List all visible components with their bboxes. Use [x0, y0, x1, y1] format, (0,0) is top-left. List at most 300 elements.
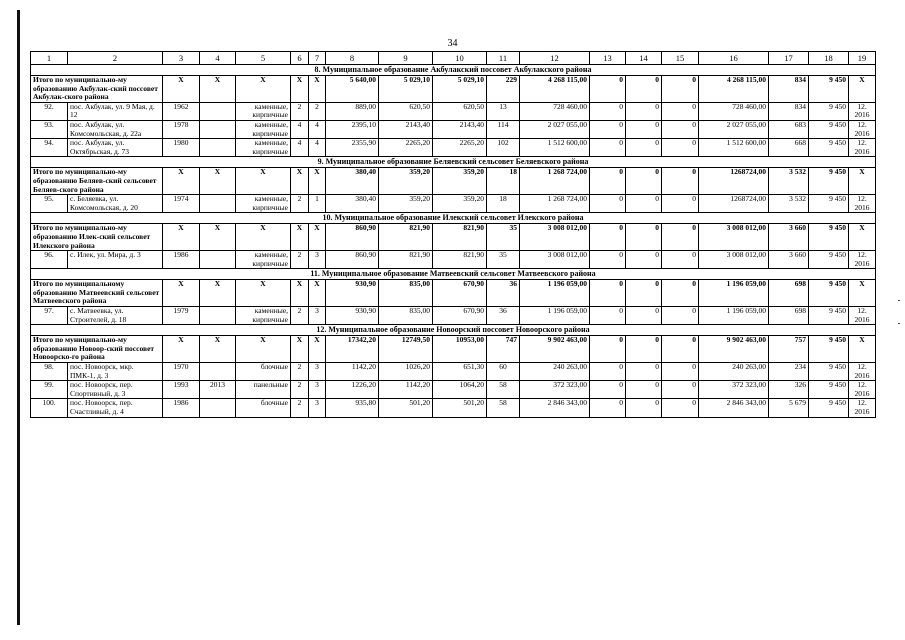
total-cell: 359,20 — [379, 168, 433, 195]
table-cell: 3 008 012,00 — [699, 251, 769, 269]
total-cell: 17342,20 — [326, 336, 379, 363]
table-cell: 0 — [662, 251, 699, 269]
table-cell: 670,90 — [433, 307, 487, 325]
total-cell: 835,00 — [379, 280, 433, 307]
table-cell: каменные, кирпичные — [236, 120, 291, 138]
table-cell: 0 — [590, 399, 626, 417]
table-cell: 9 450 — [809, 139, 849, 157]
total-cell: Х — [163, 224, 200, 251]
table-cell: 12. 2016 — [849, 139, 876, 157]
section-title: 12. Муниципальное образование Новоорский поссовет Новоорского района — [31, 325, 876, 336]
table-cell: 2 — [309, 102, 326, 120]
table-cell: 1 512 600,00 — [520, 139, 590, 157]
table-cell — [200, 195, 236, 213]
total-cell: 757 — [769, 336, 809, 363]
table-cell: 0 — [662, 399, 699, 417]
total-cell: 36 — [487, 280, 520, 307]
table-cell: 1974 — [163, 195, 200, 213]
total-cell: 3 008 012,00 — [699, 224, 769, 251]
table-cell: 3 — [309, 307, 326, 325]
table-cell: 0 — [590, 195, 626, 213]
column-number-cell: 1 — [31, 52, 68, 65]
table-cell: 102 — [487, 139, 520, 157]
table-row — [31, 381, 876, 399]
total-cell: Х — [163, 280, 200, 307]
table-cell: 620,50 — [433, 102, 487, 120]
table-cell: 9 450 — [809, 251, 849, 269]
table-cell: 2 846 343,00 — [520, 399, 590, 417]
table-cell: 2265,20 — [433, 139, 487, 157]
total-label: Итого по муниципально-му образованию Илек-ский сельсовет Илекского района — [31, 224, 163, 251]
table-row — [31, 251, 876, 269]
table-cell: пос. Акбулак, ул. Октябрьская, д. 73 — [68, 139, 163, 157]
table-cell: 2 027 055,00 — [520, 120, 590, 138]
table-cell: 1 196 059,00 — [699, 307, 769, 325]
table-cell: 12. 2016 — [849, 381, 876, 399]
table-cell: 12. 2016 — [849, 307, 876, 325]
table-cell: 359,20 — [379, 195, 433, 213]
total-cell: 670,90 — [433, 280, 487, 307]
column-number-cell: 13 — [590, 52, 626, 65]
total-cell: 1268724,00 — [699, 168, 769, 195]
table-cell: 0 — [626, 363, 662, 381]
total-cell: 0 — [590, 224, 626, 251]
table-cell — [200, 251, 236, 269]
table-cell: 0 — [626, 120, 662, 138]
table-cell: 2143,40 — [433, 120, 487, 138]
table-cell: 2355,90 — [326, 139, 379, 157]
table-cell: 2013 — [200, 381, 236, 399]
total-cell: 0 — [626, 336, 662, 363]
table-cell: 234 — [769, 363, 809, 381]
total-cell: 3 532 — [769, 168, 809, 195]
table-cell: 12. 2016 — [849, 102, 876, 120]
table-cell: 0 — [590, 102, 626, 120]
table-cell: 9 450 — [809, 399, 849, 417]
table-cell: 2 — [291, 399, 309, 417]
page-number: 34 — [447, 38, 458, 49]
total-cell: Х — [291, 168, 309, 195]
total-cell: 10953,00 — [433, 336, 487, 363]
table-cell: 1 — [309, 195, 326, 213]
total-cell: Х — [200, 224, 236, 251]
total-cell: 0 — [590, 168, 626, 195]
total-cell: 930,90 — [326, 280, 379, 307]
section-title: 11. Муниципальное образование Матвеевский сельсовет Матвеевского района — [31, 269, 876, 280]
table-cell: 2395,10 — [326, 120, 379, 138]
table-cell: 0 — [626, 139, 662, 157]
table-cell: 1986 — [163, 399, 200, 417]
total-cell: 834 — [769, 76, 809, 103]
total-cell: Х — [200, 280, 236, 307]
column-number-cell: 4 — [200, 52, 236, 65]
table-cell: 0 — [626, 195, 662, 213]
total-cell: 0 — [590, 336, 626, 363]
table-cell: 2 — [291, 381, 309, 399]
table-cell: каменные, кирпичные — [236, 139, 291, 157]
table-cell: 3 660 — [769, 251, 809, 269]
total-cell: 0 — [662, 280, 699, 307]
table-cell: 2 — [291, 102, 309, 120]
table-cell: каменные, кирпичные — [236, 195, 291, 213]
table-cell: 668 — [769, 139, 809, 157]
table-cell: 0 — [590, 381, 626, 399]
total-cell: 9 450 — [809, 168, 849, 195]
table-cell: 0 — [590, 307, 626, 325]
total-label: Итого по муниципальному образованию Матвеевский сельсовет Матвеевского района — [31, 280, 163, 307]
table-cell: 1064,20 — [433, 381, 487, 399]
table-cell: 114 — [487, 120, 520, 138]
table-cell: 240 263,00 — [520, 363, 590, 381]
section-title-row — [31, 157, 876, 168]
total-cell: Х — [200, 168, 236, 195]
table-cell: 9 450 — [809, 102, 849, 120]
table-cell: 4 — [309, 139, 326, 157]
table-cell: 9 450 — [809, 363, 849, 381]
total-cell: 0 — [590, 76, 626, 103]
table-cell: 0 — [662, 139, 699, 157]
column-number-cell: 10 — [433, 52, 487, 65]
table-cell: 728 460,00 — [699, 102, 769, 120]
section-title-row — [31, 65, 876, 76]
table-cell: 58 — [487, 381, 520, 399]
total-cell: 0 — [626, 224, 662, 251]
table-cell: 92. — [31, 102, 68, 120]
table-cell: 620,50 — [379, 102, 433, 120]
table-cell: 9 450 — [809, 195, 849, 213]
column-number-cell: 5 — [236, 52, 291, 65]
table-cell — [200, 120, 236, 138]
table-cell: 2 — [291, 363, 309, 381]
table-cell: 0 — [662, 363, 699, 381]
table-cell: 860,90 — [326, 251, 379, 269]
table-cell: 97. — [31, 307, 68, 325]
total-cell: Х — [849, 280, 876, 307]
column-number-cell: 14 — [626, 52, 662, 65]
total-cell: Х — [849, 336, 876, 363]
table-cell: 2265,20 — [379, 139, 433, 157]
table-cell: 835,00 — [379, 307, 433, 325]
table-cell: 99. — [31, 381, 68, 399]
column-number-cell: 6 — [291, 52, 309, 65]
total-cell: 35 — [487, 224, 520, 251]
table-cell: 58 — [487, 399, 520, 417]
table-cell: 60 — [487, 363, 520, 381]
table-cell: 0 — [662, 381, 699, 399]
housing-register-table — [30, 51, 876, 418]
table-cell: 2 027 055,00 — [699, 120, 769, 138]
total-cell: Х — [163, 336, 200, 363]
table-cell: 12. 2016 — [849, 363, 876, 381]
table-cell: пос. Новоорск, мкр. ПМК-1, д. 3 — [68, 363, 163, 381]
total-cell: Х — [849, 168, 876, 195]
table-row — [31, 399, 876, 417]
section-title: 9. Муниципальное образование Беляевский сельсовет Беляевского района — [31, 157, 876, 168]
column-number-cell: 15 — [662, 52, 699, 65]
table-cell: 94. — [31, 139, 68, 157]
table-cell: 326 — [769, 381, 809, 399]
table-cell: каменные, кирпичные — [236, 307, 291, 325]
table-cell: 372 323,00 — [699, 381, 769, 399]
table-cell: 1979 — [163, 307, 200, 325]
total-cell: 229 — [487, 76, 520, 103]
table-cell: 0 — [626, 251, 662, 269]
table-cell: 821,90 — [433, 251, 487, 269]
table-cell: 2 — [291, 251, 309, 269]
section-title-row — [31, 325, 876, 336]
total-cell: 1 196 059,00 — [699, 280, 769, 307]
table-cell: 889,00 — [326, 102, 379, 120]
total-label: Итого по муниципально-му образованию Беляев-ский сельсовет Беляев-ского района — [31, 168, 163, 195]
table-row — [31, 102, 876, 120]
total-cell: 3 660 — [769, 224, 809, 251]
table-cell: 3 — [309, 363, 326, 381]
section-title: 10. Муниципальное образование Илекский сельсовет Илекского района — [31, 213, 876, 224]
table-cell: 1026,20 — [379, 363, 433, 381]
total-cell: Х — [200, 336, 236, 363]
table-cell: 1978 — [163, 120, 200, 138]
table-cell: 18 — [487, 195, 520, 213]
total-cell: 9 450 — [809, 224, 849, 251]
total-cell: 4 268 115,00 — [520, 76, 590, 103]
section-title-row — [31, 269, 876, 280]
total-cell: Х — [236, 76, 291, 103]
table-cell: 93. — [31, 120, 68, 138]
table-cell: 1986 — [163, 251, 200, 269]
total-cell: 821,90 — [433, 224, 487, 251]
total-cell: 0 — [590, 280, 626, 307]
table-cell — [200, 139, 236, 157]
section-title-row — [31, 213, 876, 224]
table-cell: 5 679 — [769, 399, 809, 417]
binder-edge-line — [17, 10, 20, 625]
total-cell: 0 — [662, 224, 699, 251]
table-cell: 1980 — [163, 139, 200, 157]
column-number-cell: 11 — [487, 52, 520, 65]
column-number-cell: 2 — [68, 52, 163, 65]
section-title: 8. Муниципальное образование Акбулакский поссовет Акбулакского района — [31, 65, 876, 76]
table-cell: 1962 — [163, 102, 200, 120]
total-cell: 4 268 115,00 — [699, 76, 769, 103]
table-cell: 3 — [309, 251, 326, 269]
total-label: Итого по муниципально-му образованию Акбулак-ский поссовет Акбулак-ского района — [31, 76, 163, 103]
table-cell: 698 — [769, 307, 809, 325]
column-number-cell: 18 — [809, 52, 849, 65]
total-cell: 5 029,10 — [433, 76, 487, 103]
table-cell: с. Матвеевка, ул. Строителей, д. 18 — [68, 307, 163, 325]
table-cell: 4 — [291, 120, 309, 138]
total-cell: Х — [200, 76, 236, 103]
margin-mark — [898, 300, 900, 301]
table-cell: 36 — [487, 307, 520, 325]
table-cell: 100. — [31, 399, 68, 417]
table-cell: 9 450 — [809, 120, 849, 138]
table-row — [31, 139, 876, 157]
total-cell: 380,40 — [326, 168, 379, 195]
table-cell: 0 — [662, 307, 699, 325]
section-total-row — [31, 76, 876, 103]
table-cell: 1 268 724,00 — [520, 195, 590, 213]
table-cell: панельные — [236, 381, 291, 399]
table-cell: 3 — [309, 381, 326, 399]
total-cell: Х — [163, 76, 200, 103]
table-cell: 1993 — [163, 381, 200, 399]
total-cell: Х — [849, 76, 876, 103]
table-cell: 359,20 — [433, 195, 487, 213]
table-cell: 0 — [626, 381, 662, 399]
total-cell: Х — [309, 224, 326, 251]
column-number-cell: 17 — [769, 52, 809, 65]
column-number-cell: 3 — [163, 52, 200, 65]
table-cell: 4 — [309, 120, 326, 138]
table-cell: 9 450 — [809, 381, 849, 399]
total-cell: 359,20 — [433, 168, 487, 195]
table-cell: блочные — [236, 363, 291, 381]
total-cell: 9 902 463,00 — [699, 336, 769, 363]
total-cell: 18 — [487, 168, 520, 195]
total-cell: Х — [309, 168, 326, 195]
column-number-cell: 19 — [849, 52, 876, 65]
table-cell: 1 512 600,00 — [699, 139, 769, 157]
table-cell: 0 — [590, 139, 626, 157]
table-cell: 35 — [487, 251, 520, 269]
total-cell: 0 — [662, 168, 699, 195]
table-cell: 0 — [662, 102, 699, 120]
table-cell: 372 323,00 — [520, 381, 590, 399]
table-cell: 683 — [769, 120, 809, 138]
table-cell: 3 008 012,00 — [520, 251, 590, 269]
table-cell: 0 — [626, 399, 662, 417]
column-number-cell: 8 — [326, 52, 379, 65]
table-cell: 1142,20 — [326, 363, 379, 381]
section-total-row — [31, 168, 876, 195]
table-cell: с. Беляевка, ул. Комсомольская, д. 20 — [68, 195, 163, 213]
table-cell: 4 — [291, 139, 309, 157]
total-cell: Х — [309, 76, 326, 103]
table-cell: 9 450 — [809, 307, 849, 325]
table-cell: 12. 2016 — [849, 399, 876, 417]
table-cell: 821,90 — [379, 251, 433, 269]
table-cell: 3 — [309, 399, 326, 417]
table-cell: 1142,20 — [379, 381, 433, 399]
total-cell: Х — [291, 76, 309, 103]
total-cell: Х — [236, 280, 291, 307]
table-cell: 240 263,00 — [699, 363, 769, 381]
table-cell: 96. — [31, 251, 68, 269]
total-cell: 0 — [662, 336, 699, 363]
table-cell: 728 460,00 — [520, 102, 590, 120]
total-cell: Х — [291, 280, 309, 307]
total-cell: 9 902 463,00 — [520, 336, 590, 363]
total-cell: Х — [236, 168, 291, 195]
table-cell: 2143,40 — [379, 120, 433, 138]
total-cell: Х — [236, 336, 291, 363]
total-cell: 9 450 — [809, 76, 849, 103]
table-cell: 834 — [769, 102, 809, 120]
table-cell: 98. — [31, 363, 68, 381]
table-cell — [200, 102, 236, 120]
table-cell: каменные, кирпичные — [236, 251, 291, 269]
table-cell: 0 — [590, 363, 626, 381]
table-row — [31, 120, 876, 138]
section-total-row — [31, 224, 876, 251]
column-number-cell: 12 — [520, 52, 590, 65]
total-cell: 698 — [769, 280, 809, 307]
table-cell: 95. — [31, 195, 68, 213]
total-cell: Х — [309, 336, 326, 363]
section-total-row — [31, 280, 876, 307]
total-cell: Х — [849, 224, 876, 251]
total-cell: 1 196 059,00 — [520, 280, 590, 307]
table-cell: 1 196 059,00 — [520, 307, 590, 325]
total-cell: 860,90 — [326, 224, 379, 251]
table-cell: 1268724,00 — [699, 195, 769, 213]
table-cell: 12. 2016 — [849, 251, 876, 269]
table-cell: 0 — [626, 307, 662, 325]
total-cell: 0 — [626, 168, 662, 195]
total-cell: 9 450 — [809, 280, 849, 307]
table-cell: 13 — [487, 102, 520, 120]
table-cell: 0 — [662, 195, 699, 213]
table-cell: 380,40 — [326, 195, 379, 213]
table-cell: 501,20 — [379, 399, 433, 417]
total-cell: Х — [309, 280, 326, 307]
table-cell: 501,20 — [433, 399, 487, 417]
total-cell: Х — [236, 224, 291, 251]
table-cell: 3 532 — [769, 195, 809, 213]
table-cell: 12. 2016 — [849, 195, 876, 213]
table-cell: 0 — [590, 251, 626, 269]
total-cell: 9 450 — [809, 336, 849, 363]
table-cell: 12. 2016 — [849, 120, 876, 138]
column-number-row — [31, 52, 876, 65]
total-cell: Х — [163, 168, 200, 195]
table-cell: с. Илек, ул. Мира, д. 3 — [68, 251, 163, 269]
total-cell: Х — [291, 224, 309, 251]
column-number-cell: 9 — [379, 52, 433, 65]
table-cell: 935,80 — [326, 399, 379, 417]
table-cell: 1226,20 — [326, 381, 379, 399]
total-cell: 821,90 — [379, 224, 433, 251]
section-total-row — [31, 336, 876, 363]
total-cell: 5 640,00 — [326, 76, 379, 103]
margin-mark — [898, 323, 900, 324]
total-cell: 747 — [487, 336, 520, 363]
table-cell: пос. Новоорск, пер. Счастливый, д. 4 — [68, 399, 163, 417]
table-cell — [200, 399, 236, 417]
table-row — [31, 307, 876, 325]
table-cell — [200, 307, 236, 325]
table-cell: 2 — [291, 307, 309, 325]
column-number-cell: 7 — [309, 52, 326, 65]
table-cell: каменные, кирпичные — [236, 102, 291, 120]
total-label: Итого по муниципально-му образованию Новоор-ский поссовет Новоорско-го района — [31, 336, 163, 363]
table-cell: 0 — [590, 120, 626, 138]
table-cell: пос. Акбулак, ул. 9 Мая, д. 12 — [68, 102, 163, 120]
table-cell: пос. Новоорск, пер. Спортивный, д. 3 — [68, 381, 163, 399]
table-cell: 2 846 343,00 — [699, 399, 769, 417]
total-cell: Х — [291, 336, 309, 363]
table-cell: блочные — [236, 399, 291, 417]
total-cell: 0 — [626, 76, 662, 103]
table-cell: 0 — [626, 102, 662, 120]
total-cell: 1 268 724,00 — [520, 168, 590, 195]
table-cell: 1970 — [163, 363, 200, 381]
column-number-cell: 16 — [699, 52, 769, 65]
total-cell: 12749,50 — [379, 336, 433, 363]
total-cell: 0 — [662, 76, 699, 103]
table-cell: пос. Акбулак, ул. Комсомольская, д. 22а — [68, 120, 163, 138]
